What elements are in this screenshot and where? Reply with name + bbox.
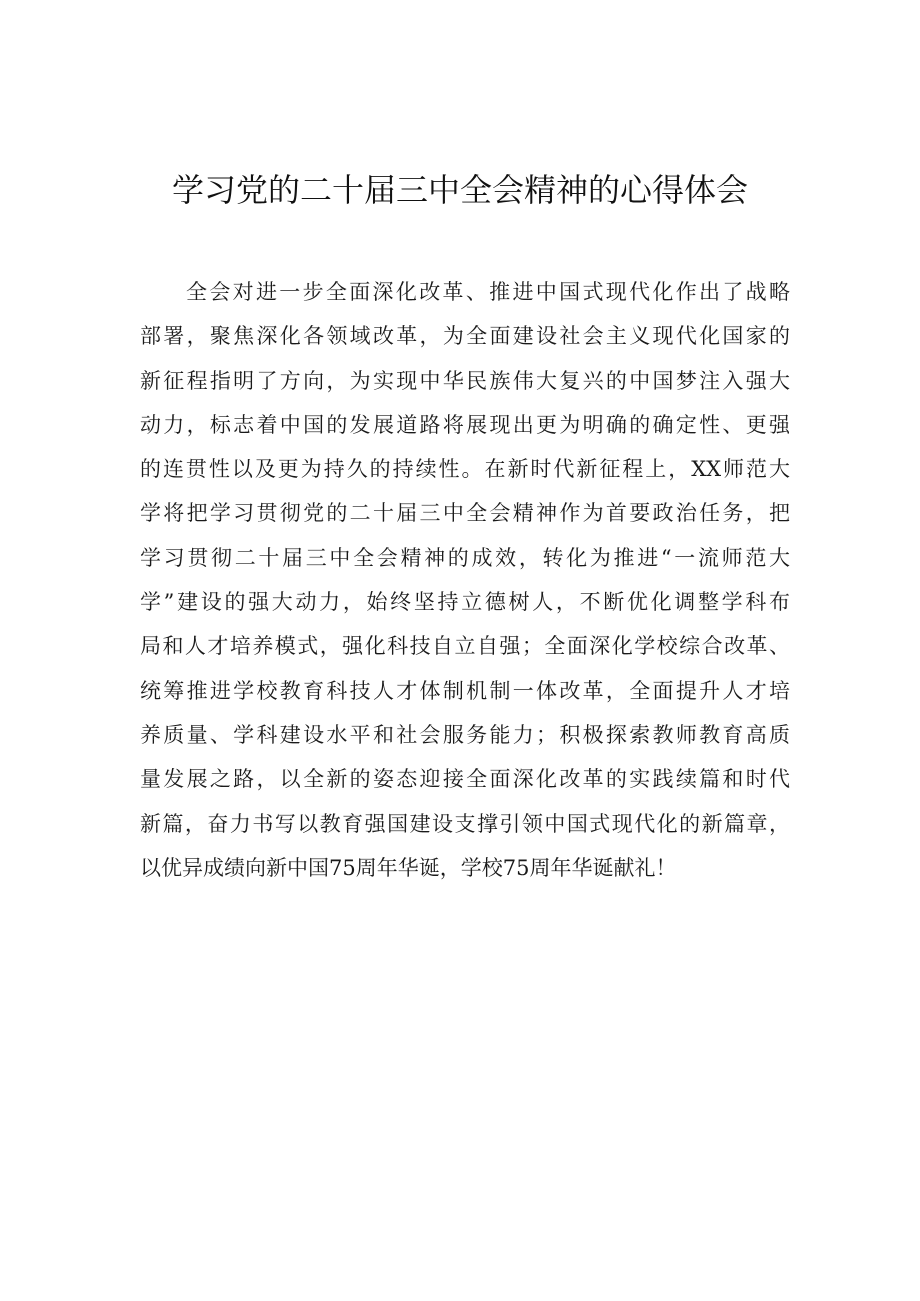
paragraph-line-10: 统筹推进学校教育科技人才体制机制一体改革，全面提升人才培: [140, 678, 790, 703]
paragraph-line-6: 学将把学习贯彻党的二十届三中全会精神作为首要政治任务，把: [140, 501, 790, 526]
paragraph-line-7: 学习贯彻二十届三中全会精神的成效，转化为推进“一流师范大: [140, 545, 790, 570]
document-title: 学习党的二十届三中全会精神的心得体会: [171, 171, 748, 209]
paragraph-line-12: 量发展之路，以全新的姿态迎接全面深化改革的实践续篇和时代: [140, 767, 790, 792]
paragraph-line-3: 新征程指明了方向，为实现中华民族伟大复兴的中国梦注入强大: [140, 368, 790, 393]
paragraph-line-14: 以优异成绩向新中国75周年华诞，学校75周年华诞献礼！: [140, 855, 677, 880]
paragraph-line-9: 局和人才培养模式，强化科技自立自强；全面深化学校综合改革、: [140, 634, 790, 659]
paragraph-line-13: 新篇，奋力书写以教育强国建设支撑引领中国式现代化的新篇章，: [140, 811, 790, 836]
paragraph-line-4: 动力，标志着中国的发展道路将展现出更为明确的确定性、更强: [140, 412, 790, 437]
paragraph-line-8: 学”建设的强大动力，始终坚持立德树人，不断优化调整学科布: [140, 590, 790, 615]
document-body: [140, 270, 790, 890]
paragraph-line-5: 的连贯性以及更为持久的持续性。在新时代新征程上，XX师范大: [140, 457, 790, 482]
paragraph-line-11: 养质量、学科建设水平和社会服务能力；积极探索教师教育高质: [140, 722, 790, 747]
paragraph-line-2: 部署，聚焦深化各领域改革，为全面建设社会主义现代化国家的: [140, 324, 790, 349]
paragraph-line-1: 全会对进一步全面深化改革、推进中国式现代化作出了战略: [186, 280, 790, 304]
